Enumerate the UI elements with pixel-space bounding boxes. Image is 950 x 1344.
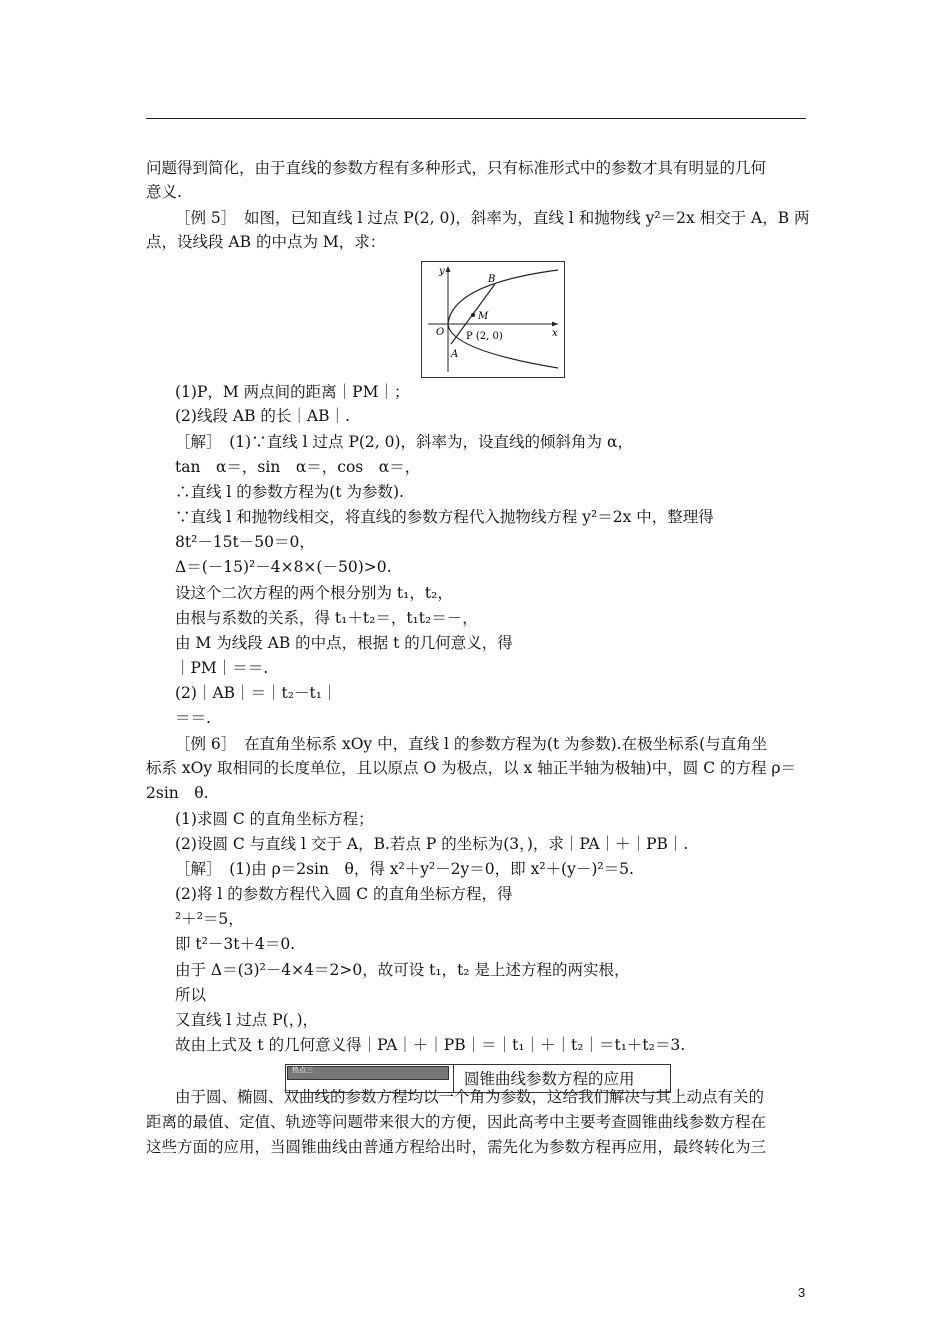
section-title: 圆锥曲线参数方程的应用 (464, 1070, 635, 1088)
text-line: 这些方面的应用，当圆锥曲线由普通方程给出时，需先化为参数方程再应用，最终转化为三 (146, 1138, 767, 1156)
text-line: ²＋²＝5， (175, 910, 244, 928)
text-line: 即 t²－3t＋4＝0. (175, 935, 296, 953)
text-line: ［解］ (1)∵直线 l 过点 P(2, 0)，斜率为，设直线的倾斜角为 α， (175, 433, 633, 451)
text-line: 8t²－15t－50＝0， (175, 533, 315, 551)
y-axis-label: y (439, 266, 445, 277)
text-line: Δ＝(－15)²－4×8×(－50)>0. (175, 558, 392, 576)
section-tag (287, 1066, 449, 1080)
text-line: 由于 Δ＝(3)²－4×4＝2>0，故可设 t₁，t₂ 是上述方程的两实根， (175, 961, 630, 979)
text-line: 2sin θ. (146, 784, 209, 802)
text-line: tan α＝，sin α＝，cos α＝， (175, 458, 421, 476)
text-line: (1)P，M 两点间的距离｜PM｜； (175, 383, 410, 401)
text-line: 问题得到简化，由于直线的参数方程有多种形式，只有标准形式中的参数才具有明显的几何 (146, 159, 767, 177)
text-line: 标系 xOy 取相同的长度单位，且以原点 O 为极点，以 x 轴正半轴为极轴)中，圆 C 的方程 ρ＝ (146, 759, 797, 777)
text-line: (2)将 l 的参数方程代入圆 C 的直角坐标方程，得 (175, 885, 513, 903)
point-m-label: M (478, 311, 489, 322)
page-number: 3 (798, 1285, 806, 1300)
text-line: ∴直线 l 的参数方程为(t 为参数). (175, 483, 404, 501)
text-line: 距离的最值、定值、轨迹等问题带来很大的方便，因此高考中主要考查圆锥曲线参数方程在 (146, 1113, 767, 1131)
point-b-label: B (488, 274, 496, 285)
text-line: ∵直线 l 和抛物线相交，将直线的参数方程代入抛物线方程 y²＝2x 中，整理得 (175, 508, 714, 526)
text-line: (2)设圆 C 与直线 l 交于 A，B.若点 P 的坐标为(3，)，求｜PA｜＋｜PB｜. (175, 835, 689, 853)
text-line: (1)求圆 C 的直角坐标方程； (175, 810, 374, 828)
text-line: ［解］ (1)由 ρ＝2sin θ，得 x²＋y²－2y＝0，即 x²＋(y－)²＝5. (175, 860, 634, 878)
text-line: 由根与系数的关系，得 t₁＋t₂＝，t₁t₂＝－， (175, 609, 478, 627)
text-line: (2)线段 AB 的长｜AB｜. (175, 407, 350, 425)
text-line: ［例 6］ 在直角坐标系 xOy 中，直线 l 的参数方程为(t 为参数).在极坐标系(与直角坐 (175, 735, 768, 753)
text-line: 所以 (175, 986, 207, 1004)
parabola-diagram (422, 262, 564, 377)
section-banner (285, 1064, 671, 1093)
text-line: 设这个二次方程的两个根分别为 t₁，t₂， (175, 584, 453, 602)
text-line: ＝＝. (175, 709, 211, 727)
parabola-figure (421, 261, 565, 378)
x-axis-label: x (552, 328, 558, 339)
text-line: ｜PM｜＝＝. (175, 659, 269, 677)
text-line: 又直线 l 过点 P(，)， (175, 1011, 319, 1029)
text-line: ［例 5］ 如图，已知直线 l 过点 P(2, 0)，斜率为，直线 l 和抛物线 y²＝2x 相交于 A，B 两 (175, 209, 810, 227)
point-p-label: P (2, 0) (466, 331, 503, 342)
text-line: 由于圆、椭圆、双曲线的参数方程均以一个角为参数，这给我们解决与其上动点有关的 (175, 1088, 765, 1106)
text-line: 由 M 为线段 AB 的中点，根据 t 的几何意义，得 (175, 634, 513, 652)
point-a-label: A (451, 349, 459, 360)
section-tag-text: 热点三 (292, 1066, 313, 1074)
text-line: 故由上式及 t 的几何意义得｜PA｜＋｜PB｜＝｜t₁｜＋｜t₂｜＝t₁＋t₂＝3. (175, 1036, 686, 1054)
text-line: (2)｜AB｜＝｜t₂－t₁｜ (175, 684, 338, 702)
text-line: 点，设线段 AB 的中点为 M，求： (146, 233, 386, 251)
banner-divider (453, 1065, 454, 1092)
header-rule (146, 118, 806, 119)
origin-label: O (436, 327, 445, 338)
text-line: 意义. (146, 183, 182, 201)
